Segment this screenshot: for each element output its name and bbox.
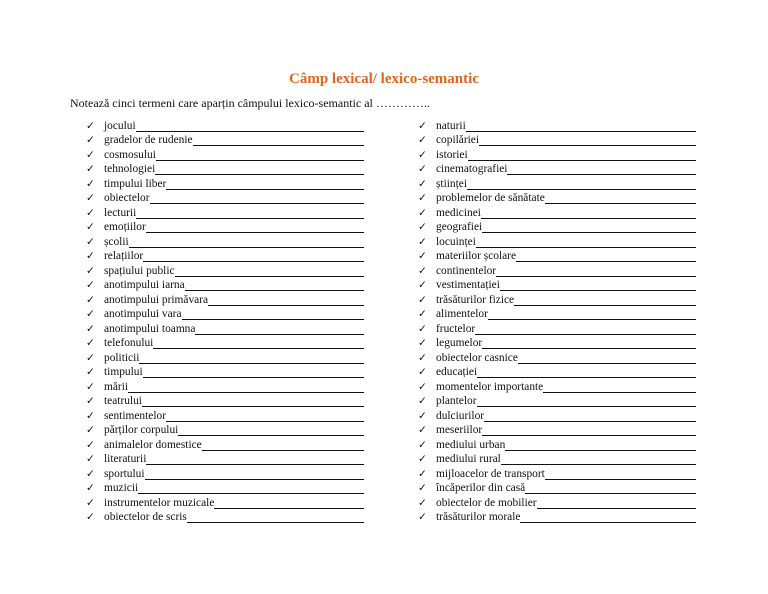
answer-blank[interactable] [193, 135, 364, 146]
answer-blank[interactable] [545, 193, 696, 204]
list-item [418, 495, 703, 510]
list-item [418, 379, 703, 394]
answer-blank[interactable] [507, 164, 696, 175]
term-label: meseriilor [436, 424, 483, 436]
checkmark-icon: ✓ [86, 438, 95, 451]
list-item [86, 147, 371, 162]
term-label: materiilor școlare [436, 250, 517, 262]
term-label: instrumentelor muzicale [104, 496, 215, 509]
checkmark-icon: ✓ [86, 424, 95, 436]
list-item [418, 307, 703, 322]
answer-blank[interactable] [525, 483, 696, 494]
list-item [86, 263, 371, 278]
list-item [418, 394, 703, 409]
term-label: spațiului public [104, 264, 175, 277]
term-label: cosmosului [104, 148, 156, 161]
term-label: educației [436, 366, 478, 378]
answer-blank[interactable] [146, 222, 364, 233]
term-label: muzicii [104, 482, 139, 494]
list-item [418, 249, 703, 264]
checkmark-icon: ✓ [418, 308, 427, 320]
term-label: tehnologiei [104, 163, 156, 175]
term-label: părților corpului [104, 424, 179, 436]
term-label: anotimpului primăvara [104, 293, 209, 306]
answer-blank[interactable] [479, 135, 696, 146]
answer-blank[interactable] [150, 193, 364, 204]
list-item [86, 220, 371, 235]
checkmark-icon: ✓ [418, 395, 427, 407]
term-label: mediului rural [436, 453, 501, 465]
answer-blank[interactable] [187, 512, 364, 523]
checkmark-icon: ✓ [86, 409, 95, 422]
checkmark-icon: ✓ [418, 279, 427, 291]
answer-blank[interactable] [156, 150, 364, 161]
term-label: continentelor [436, 264, 497, 277]
checkmark-icon: ✓ [86, 177, 95, 190]
checkmark-icon: ✓ [86, 366, 95, 378]
answer-blank[interactable] [146, 454, 364, 465]
answer-blank[interactable] [484, 411, 696, 422]
checkmark-icon: ✓ [86, 482, 95, 494]
checkmark-icon: ✓ [86, 337, 95, 349]
answer-blank[interactable] [145, 469, 364, 480]
answer-blank[interactable] [214, 498, 364, 509]
answer-blank[interactable] [467, 179, 696, 190]
checkmark-icon: ✓ [418, 192, 427, 204]
term-label: mării [104, 380, 129, 393]
list-item [86, 350, 371, 365]
list-item [86, 162, 371, 177]
term-label: anotimpului iarna [104, 279, 185, 291]
list-item [418, 423, 703, 438]
answer-blank[interactable] [166, 179, 364, 190]
answer-blank[interactable] [481, 208, 696, 219]
checkmark-icon: ✓ [86, 496, 95, 509]
answer-blank[interactable] [475, 324, 696, 335]
list-item [418, 510, 703, 525]
checkmark-icon: ✓ [418, 177, 427, 190]
term-label: mediului urban [436, 438, 506, 451]
list-item [418, 147, 703, 162]
list-item [86, 336, 371, 351]
checkmark-icon: ✓ [418, 163, 427, 175]
checkmark-icon: ✓ [418, 511, 427, 523]
term-label: telefonului [104, 337, 154, 349]
checkmark-icon: ✓ [418, 453, 427, 465]
list-item [86, 423, 371, 438]
page-title: Câmp lexical/ lexico-semantic [289, 71, 479, 87]
answer-blank[interactable] [202, 440, 364, 451]
checkmark-icon: ✓ [86, 119, 95, 132]
checkmark-icon: ✓ [418, 424, 427, 436]
term-label: plantelor [436, 395, 477, 407]
answer-blank[interactable] [143, 251, 364, 262]
term-label: medicinei [436, 206, 481, 219]
list-item [418, 350, 703, 365]
term-label: școlii [104, 235, 129, 248]
right-term-list [418, 118, 703, 524]
answer-blank[interactable] [142, 396, 364, 407]
answer-blank[interactable] [482, 338, 696, 349]
checkmark-icon: ✓ [418, 206, 427, 219]
answer-blank[interactable] [185, 280, 364, 291]
answer-blank[interactable] [195, 324, 364, 335]
term-label: copilăriei [436, 134, 480, 146]
list-item [86, 408, 371, 423]
checkmark-icon: ✓ [86, 467, 95, 480]
checkmark-icon: ✓ [418, 337, 427, 349]
checkmark-icon: ✓ [86, 148, 95, 161]
checkmark-icon: ✓ [86, 351, 95, 364]
term-label: vestimentației [436, 279, 500, 291]
checkmark-icon: ✓ [418, 293, 427, 306]
term-label: locuinței [436, 235, 476, 248]
checkmark-icon: ✓ [418, 467, 427, 480]
checkmark-icon: ✓ [86, 293, 95, 306]
answer-blank[interactable] [514, 295, 696, 306]
answer-blank[interactable] [175, 266, 364, 277]
term-label: problemelor de sănătate [436, 192, 545, 204]
checkmark-icon: ✓ [86, 279, 95, 291]
checkmark-icon: ✓ [418, 438, 427, 451]
answer-blank[interactable] [496, 266, 696, 277]
checkmark-icon: ✓ [418, 366, 427, 378]
answer-blank[interactable] [128, 382, 364, 393]
term-label: politicii [104, 351, 140, 364]
term-label: sentimentelor [104, 409, 166, 422]
instruction-text: Notează cinci termeni care aparțin câmpului lexico-semantic al ………….. [70, 96, 430, 110]
term-label: gradelor de rudenie [104, 134, 193, 146]
list-item [86, 481, 371, 496]
answer-blank[interactable] [208, 295, 364, 306]
term-label: obiectelor casnice [436, 351, 518, 364]
term-label: relațiilor [104, 250, 144, 262]
term-label: jocului [104, 119, 136, 132]
answer-blank[interactable] [545, 469, 696, 480]
answer-blank[interactable] [178, 425, 364, 436]
list-item [418, 220, 703, 235]
list-item [86, 495, 371, 510]
checkmark-icon: ✓ [418, 119, 427, 132]
list-item [418, 191, 703, 206]
answer-blank[interactable] [488, 309, 696, 320]
checkmark-icon: ✓ [418, 482, 427, 494]
list-item [418, 452, 703, 467]
answer-blank[interactable] [153, 338, 364, 349]
term-label: istoriei [436, 148, 468, 161]
term-label: legumelor [436, 337, 483, 349]
list-item [418, 408, 703, 423]
list-item [418, 118, 703, 133]
answer-blank[interactable] [482, 425, 696, 436]
checkmark-icon: ✓ [418, 351, 427, 364]
list-item [418, 133, 703, 148]
term-label: alimentelor [436, 308, 488, 320]
checkmark-icon: ✓ [86, 264, 95, 277]
list-item [86, 249, 371, 264]
answer-blank[interactable] [482, 222, 696, 233]
answer-blank[interactable] [155, 164, 364, 175]
answer-blank[interactable] [466, 121, 696, 132]
answer-blank[interactable] [520, 512, 696, 523]
term-label: trăsăturilor morale [436, 511, 521, 523]
checkmark-icon: ✓ [86, 221, 95, 233]
list-item [86, 510, 371, 525]
answer-blank[interactable] [501, 454, 696, 465]
list-item [86, 307, 371, 322]
term-label: obiectelor de scris [104, 511, 187, 523]
list-item [86, 176, 371, 191]
checkmark-icon: ✓ [418, 221, 427, 233]
checkmark-icon: ✓ [418, 134, 427, 146]
list-item [86, 394, 371, 409]
checkmark-icon: ✓ [86, 134, 95, 146]
answer-blank[interactable] [518, 353, 696, 364]
list-item [418, 234, 703, 249]
list-item [418, 437, 703, 452]
term-label: naturii [436, 119, 466, 132]
list-item [418, 481, 703, 496]
term-label: animalelor domestice [104, 438, 202, 451]
list-item [86, 292, 371, 307]
checkmark-icon: ✓ [86, 511, 95, 523]
answer-blank[interactable] [166, 411, 364, 422]
list-item [418, 205, 703, 220]
checkmark-icon: ✓ [418, 496, 427, 509]
list-item [418, 365, 703, 380]
term-label: încăperilor din casă [436, 482, 526, 494]
checkmark-icon: ✓ [86, 322, 95, 335]
left-term-list [86, 118, 371, 524]
term-label: emoțiilor [104, 221, 146, 233]
list-item [86, 452, 371, 467]
checkmark-icon: ✓ [86, 380, 95, 393]
list-item [86, 234, 371, 249]
term-label: anotimpului vara [104, 308, 182, 320]
term-label: sportului [104, 467, 145, 480]
term-label: mijloacelor de transport [436, 467, 545, 480]
checkmark-icon: ✓ [418, 322, 427, 335]
checkmark-icon: ✓ [86, 192, 95, 204]
list-item [418, 336, 703, 351]
checkmark-icon: ✓ [418, 380, 427, 393]
answer-blank[interactable] [477, 396, 696, 407]
checkmark-icon: ✓ [86, 163, 95, 175]
list-item [86, 205, 371, 220]
checkmark-icon: ✓ [418, 250, 427, 262]
term-label: timpului [104, 366, 143, 378]
list-item [418, 263, 703, 278]
checkmark-icon: ✓ [418, 235, 427, 248]
list-item [418, 176, 703, 191]
answer-blank[interactable] [477, 367, 696, 378]
list-item [86, 133, 371, 148]
term-label: momentelor importante [436, 380, 544, 393]
answer-blank[interactable] [516, 251, 696, 262]
term-label: obiectelor de mobilier [436, 496, 537, 509]
checkmark-icon: ✓ [86, 250, 95, 262]
list-item [418, 292, 703, 307]
checkmark-icon: ✓ [86, 308, 95, 320]
term-label: cinematografiei [436, 163, 508, 175]
answer-blank[interactable] [138, 483, 364, 494]
list-item [86, 466, 371, 481]
checkmark-icon: ✓ [418, 264, 427, 277]
checkmark-icon: ✓ [86, 453, 95, 465]
answer-blank[interactable] [476, 237, 696, 248]
checkmark-icon: ✓ [418, 409, 427, 422]
answer-blank[interactable] [143, 367, 364, 378]
list-item [86, 278, 371, 293]
term-label: anotimpului toamna [104, 322, 196, 335]
answer-blank[interactable] [136, 208, 364, 219]
checkmark-icon: ✓ [86, 395, 95, 407]
list-item [86, 379, 371, 394]
list-item [86, 118, 371, 133]
answer-blank[interactable] [500, 280, 696, 291]
checkmark-icon: ✓ [418, 148, 427, 161]
term-label: literaturii [104, 453, 147, 465]
list-item [86, 365, 371, 380]
list-item [418, 278, 703, 293]
answer-blank[interactable] [468, 150, 696, 161]
answer-blank[interactable] [139, 353, 364, 364]
list-item [86, 191, 371, 206]
answer-blank[interactable] [537, 498, 696, 509]
term-label: timpului liber [104, 177, 167, 190]
list-item [418, 466, 703, 481]
term-label: lecturii [104, 206, 137, 219]
list-item [418, 321, 703, 336]
term-label: obiectelor [104, 192, 150, 204]
answer-blank[interactable] [129, 237, 364, 248]
term-label: teatrului [104, 395, 142, 407]
answer-blank[interactable] [182, 309, 364, 320]
checkmark-icon: ✓ [86, 235, 95, 248]
term-label: științei [436, 177, 468, 190]
term-label: dulciurilor [436, 409, 485, 422]
answer-blank[interactable] [136, 121, 364, 132]
list-item [86, 437, 371, 452]
term-label: trăsăturilor fizice [436, 293, 515, 306]
list-item [418, 162, 703, 177]
answer-blank[interactable] [543, 382, 696, 393]
answer-blank[interactable] [505, 440, 696, 451]
term-label: geografiei [436, 221, 483, 233]
list-item [86, 321, 371, 336]
term-label: fructelor [436, 322, 476, 335]
checkmark-icon: ✓ [86, 206, 95, 219]
